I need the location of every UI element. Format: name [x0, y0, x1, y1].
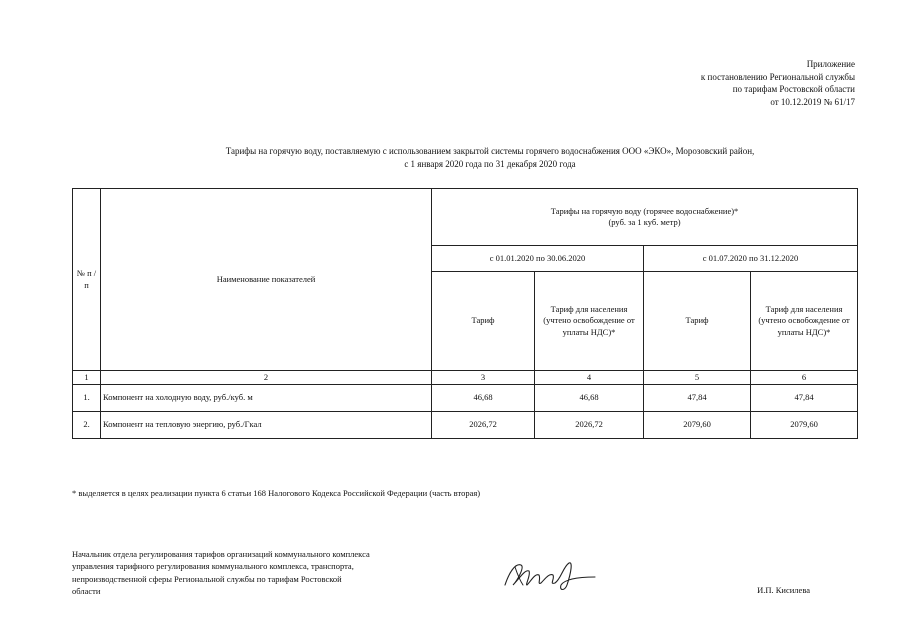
header-population-tariff-1: Тариф для населения (учтено освобождение от уплаты НДС)* [535, 272, 644, 371]
header-period-2: с 01.07.2020 по 31.12.2020 [644, 246, 858, 272]
tariff-table [72, 188, 858, 439]
appendix-line: к постановлению Региональной службы [700, 71, 855, 82]
title-line: Тарифы на горячую воду, поставляемую с использованием закрытой системы горячего водоснабжения ООО «ЭКО», Морозовский район, [225, 146, 755, 156]
appendix-date-line: от 10.12.2019 № 61/17 [770, 96, 855, 107]
signer-position-line: непроизводственной сферы Региональной службы по тарифам Ростовской [72, 573, 342, 584]
row-value: 47,84 [751, 385, 858, 412]
column-number: 1 [73, 371, 101, 385]
table-row [73, 412, 858, 439]
row-indicator-name: Компонент на холодную воду, руб./куб. м [101, 385, 432, 412]
header-row-number: № п /п [73, 189, 101, 371]
row-value: 2079,60 [751, 412, 858, 439]
row-number: 2. [73, 412, 101, 439]
appendix-line: по тарифам Ростовской области [732, 84, 855, 94]
tariff-group-unit: (руб. за 1 куб. метр) [608, 217, 681, 227]
handwritten-signature [495, 555, 605, 595]
column-number: 3 [432, 371, 535, 385]
row-value: 47,84 [644, 385, 751, 412]
signer-position-line: Начальник отдела регулирования тарифов организаций коммунального комплекса [72, 549, 370, 559]
row-number: 1. [73, 385, 101, 412]
header-population-tariff-2: Тариф для населения (учтено освобождение от уплаты НДС)* [751, 272, 858, 371]
header-tariff-group [432, 189, 858, 246]
column-number: 6 [751, 371, 858, 385]
document-title [130, 145, 850, 170]
signer-position [72, 548, 452, 597]
row-value: 46,68 [432, 385, 535, 412]
row-value: 2079,60 [644, 412, 751, 439]
signer-position-line: управления тарифного регулирования коммунального комплекса, транспорта, [72, 561, 354, 572]
row-indicator-name: Компонент на тепловую энергию, руб./Гкал [101, 412, 432, 439]
header-tariff-1: Тариф [432, 272, 535, 371]
header-indicator-name: Наименование показателей [101, 189, 432, 371]
header-tariff-2: Тариф [644, 272, 751, 371]
title-period-line: с 1 января 2020 года по 31 декабря 2020 года [404, 158, 576, 169]
appendix-block [595, 58, 855, 108]
column-number: 5 [644, 371, 751, 385]
signer-position-line: области [72, 585, 101, 596]
table-row [73, 385, 858, 412]
tariff-group-title: Тарифы на горячую воду (горячее водоснабжение)* [550, 205, 739, 216]
signer-name: И.П. Кисилева [757, 585, 810, 595]
header-period-1: с 01.01.2020 по 30.06.2020 [432, 246, 644, 272]
footnote: * выделяется в целях реализации пункта 6 статьи 168 Налогового Кодекса Российской Федерации (часть вторая) [72, 488, 481, 498]
appendix-line: Приложение [806, 59, 855, 69]
row-value: 2026,72 [535, 412, 644, 439]
row-value: 46,68 [535, 385, 644, 412]
row-value: 2026,72 [432, 412, 535, 439]
column-number: 2 [101, 371, 432, 385]
column-number: 4 [535, 371, 644, 385]
